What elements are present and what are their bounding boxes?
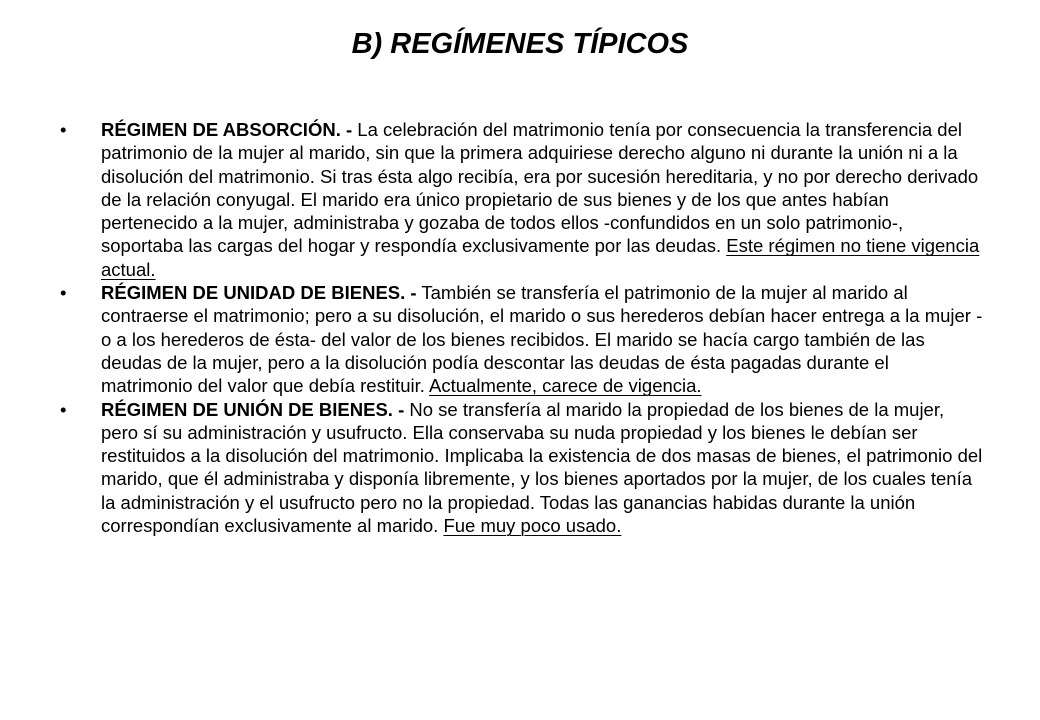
bullet-icon: • — [60, 398, 67, 420]
regimes-list — [60, 118, 985, 537]
item-body: También se transfería el patrimonio de la mujer al marido al contraerse el matrimonio; pero a su disolución, el marido o sus herederos debían hacer entrega a la mujer -o a los herederos de ésta- del valor de los bienes recibidos. El marido se hacía cargo también de las deudas de la mujer, pero a la disolución podía descontar las deudas de ésta pagadas durante el matrimonio del valor que debía restituir. — [101, 282, 983, 397]
list-item-union — [60, 398, 985, 538]
item-body: No se transfería al marido la propiedad de los bienes de la mujer, pero sí su administración y usufructo. Ella conservaba su nuda propiedad y los bienes le debían ser restituidos a la disolución del matrimonio. Implicaba la existencia de dos masas de bienes, el patrimonio del marido, que él administraba y disponía libremente, y los bienes aportados por la mujer, de los cuales tenía la administración y el usufructo pero no la propiedad. Todas las ganancias habidas durante la unión correspondían exclusivamente al marido. — [101, 398, 983, 537]
item-closing-note: Fue muy poco usado. — [443, 515, 622, 537]
item-heading: RÉGIMEN DE UNIDAD DE BIENES. - — [101, 282, 417, 304]
list-item-absorcion — [60, 118, 985, 281]
item-heading: RÉGIMEN DE UNIÓN DE BIENES. - — [101, 398, 405, 420]
list-item-unidad — [60, 281, 985, 397]
bullet-icon: • — [60, 282, 67, 304]
item-heading: RÉGIMEN DE ABSORCIÓN. - — [101, 119, 353, 140]
bullet-icon: • — [60, 119, 67, 140]
item-closing-note: Actualmente, carece de vigencia. — [429, 375, 702, 397]
slide-title: B) REGÍMENES TÍPICOS — [351, 28, 689, 60]
item-body: La celebración del matrimonio tenía por consecuencia la transferencia del patrimonio de la mujer al marido, sin que la primera adquiriese derecho alguno ni durante la unión ni a la disolución del matrimonio. Si tras ésta algo recibía, era por sucesión hereditaria, y no por derecho derivado de la relación conyugal. El marido era único propietario de sus bienes y de los que antes habían pertenecido a la mujer, administraba y gozaba de todos ellos -confundidos en un solo patrimonio-, soportaba las cargas del hogar y respondía exclusivamente por las deudas. — [101, 119, 979, 257]
item-closing-note: Este régimen no tiene vigencia actual. — [101, 235, 980, 280]
